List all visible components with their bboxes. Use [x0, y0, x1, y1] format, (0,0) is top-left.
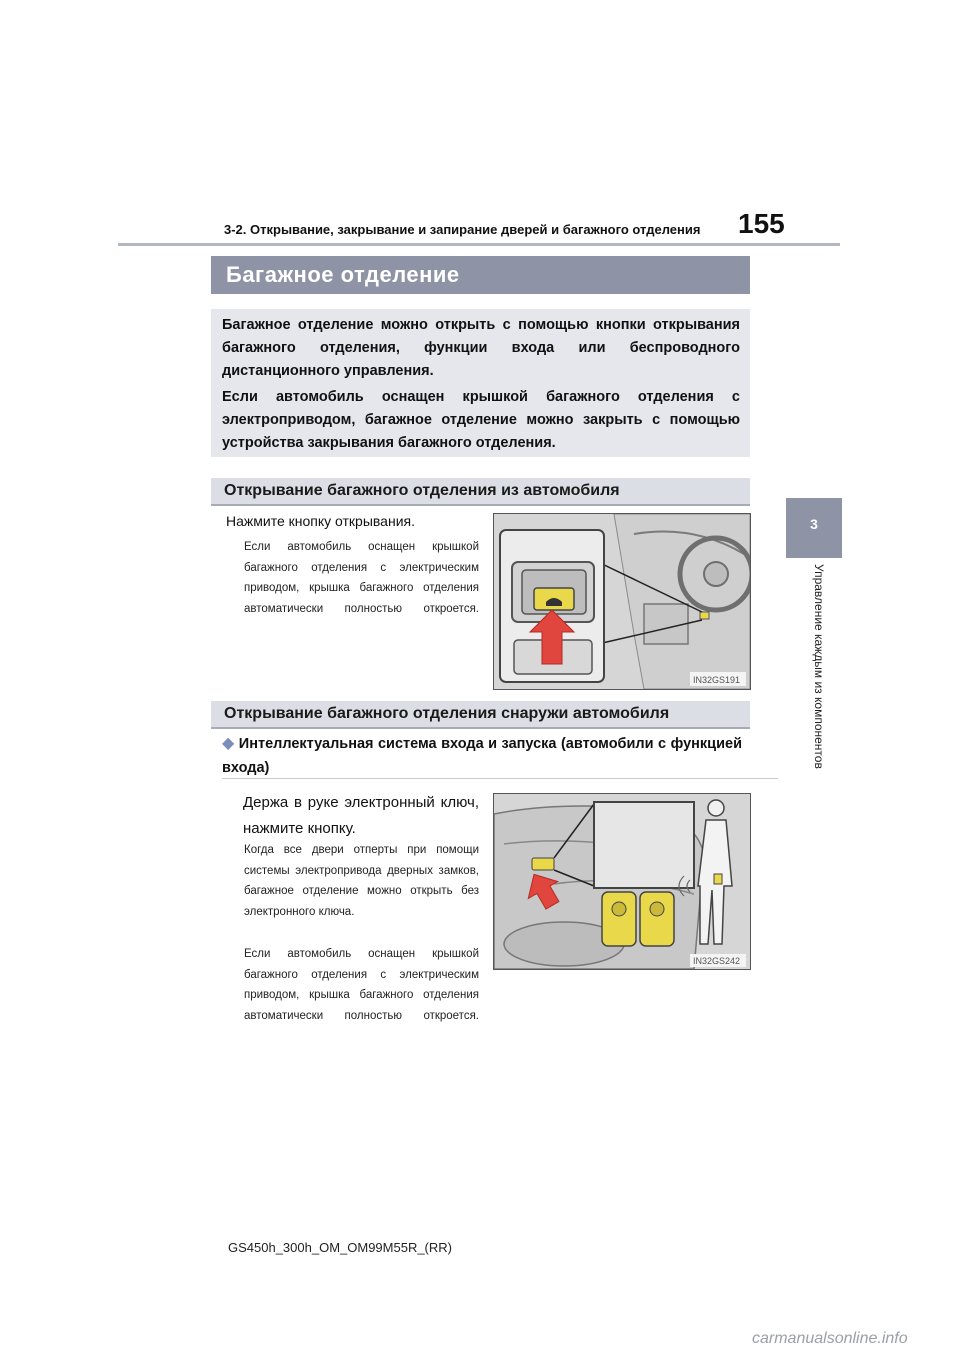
watermark: carmanualsonline.info	[752, 1330, 908, 1347]
subheading-divider	[222, 778, 778, 779]
step-outside: Держа в руке электронный ключ, нажмите кнопку.	[243, 794, 479, 837]
figure-trunk-button-outside	[493, 793, 751, 970]
figure-trunk-button-inside	[493, 513, 751, 690]
section-heading-outside: Открывание багажного отделения снаружи автомобиля	[224, 705, 670, 722]
figure-code-1: IN32GS191	[693, 675, 741, 685]
intro-paragraph-2: Если автомобиль оснащен крышкой багажного отделения с электроприводом, багажное отделение можно закрыть с помощью устройства закрывания багажного отделения.	[222, 389, 740, 451]
figure-code-2: IN32GS242	[693, 956, 741, 966]
step-inside: Нажмите кнопку открывания.	[226, 513, 415, 529]
subheading-smart-entry	[222, 732, 742, 780]
chapter-title-vertical: Управление каждым из компонентов	[812, 564, 826, 769]
note-outside-1: Когда все двери отперты при помощи системы электропривода дверных замков, багажное отделение можно открыть без электронного ключа.	[244, 844, 479, 918]
page-number: 155	[738, 208, 785, 239]
header-section-title: 3-2. Открывание, закрывание и запирание дверей и багажного отделения	[224, 222, 701, 237]
subheading-text: Интеллектуальная система входа и запуска (автомобили с функцией входа)	[222, 736, 742, 776]
footer-doc-code: GS450h_300h_OM_OM99M55R_(RR)	[228, 1240, 452, 1255]
page-title: Багажное отделение	[226, 262, 460, 287]
chapter-number: 3	[810, 516, 818, 532]
section-heading-inside: Открывание багажного отделения из автомобиля	[224, 482, 620, 499]
note-outside-2: Если автомобиль оснащен крышкой багажного отделения с электрическим приводом, крышка багажного отделения автоматически полностью откроется.	[244, 948, 479, 1022]
note-inside: Если автомобиль оснащен крышкой багажного отделения с электрическим приводом, крышка багажного отделения автоматически полностью откроется.	[244, 541, 479, 615]
intro-paragraph-1: Багажное отделение можно открыть с помощью кнопки открывания багажного отделения, функции входа или беспроводного дистанционного управления.	[222, 317, 740, 379]
diamond-bullet-icon: ◆	[222, 735, 235, 752]
header-divider	[118, 243, 840, 246]
